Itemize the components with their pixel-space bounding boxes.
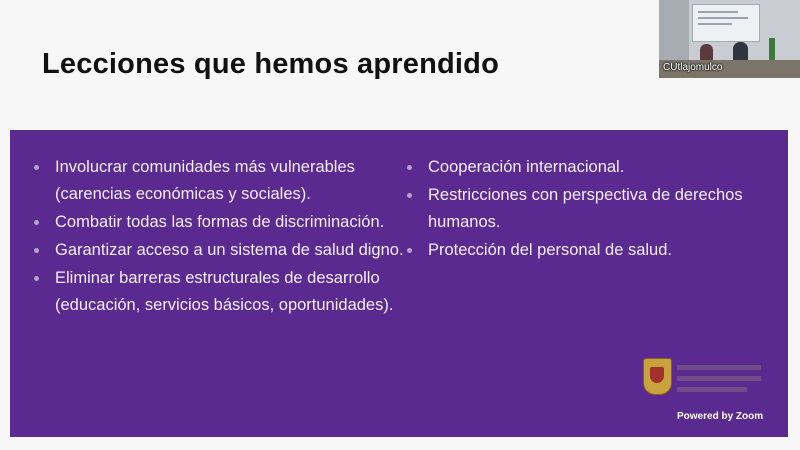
list-item [34, 237, 404, 264]
list-item-text: Protección del personal de salud. [428, 241, 672, 259]
university-wordmark [677, 365, 761, 398]
list-item-text: Combatir todas las formas de discriminación. [55, 213, 385, 231]
bullet-icon [34, 248, 39, 253]
bullet-list-right [407, 154, 777, 265]
participant-video-thumbnail[interactable] [659, 0, 800, 78]
bullet-list-left [34, 154, 404, 320]
list-item-text: Involucrar comunidades más vulnerables (carencias económicas y sociales). [55, 158, 355, 203]
bullet-icon [34, 220, 39, 225]
bullet-icon [407, 165, 412, 170]
list-item [34, 209, 404, 236]
video-participant-figure [700, 44, 713, 61]
university-logo [643, 358, 773, 398]
slide-title: Lecciones que hemos aprendido [42, 48, 500, 80]
list-item-text: Restricciones con perspectiva de derechos humanos. [428, 186, 743, 231]
university-crest-icon [643, 358, 672, 395]
list-item-text: Garantizar acceso a un sistema de salud digno. [55, 241, 404, 259]
bullet-icon [407, 248, 412, 253]
participant-name-label: CUtlajomulco [663, 62, 723, 73]
powered-by-zoom-label: Powered by Zoom [677, 411, 764, 422]
list-item [34, 154, 404, 208]
bullet-icon [407, 193, 412, 198]
list-item [407, 154, 777, 181]
video-projection-screen [692, 4, 760, 42]
flag-icon [769, 38, 775, 60]
list-item [407, 237, 777, 264]
list-item [407, 182, 777, 236]
bullet-icon [34, 276, 39, 281]
list-item-text: Eliminar barreras estructurales de desarrollo (educación, servicios básicos, oportunidades). [55, 269, 394, 314]
slide-content-panel [10, 130, 788, 437]
bullet-icon [34, 165, 39, 170]
video-participant-figure [733, 42, 748, 61]
list-item [34, 265, 404, 319]
list-item-text: Cooperación internacional. [428, 158, 625, 176]
